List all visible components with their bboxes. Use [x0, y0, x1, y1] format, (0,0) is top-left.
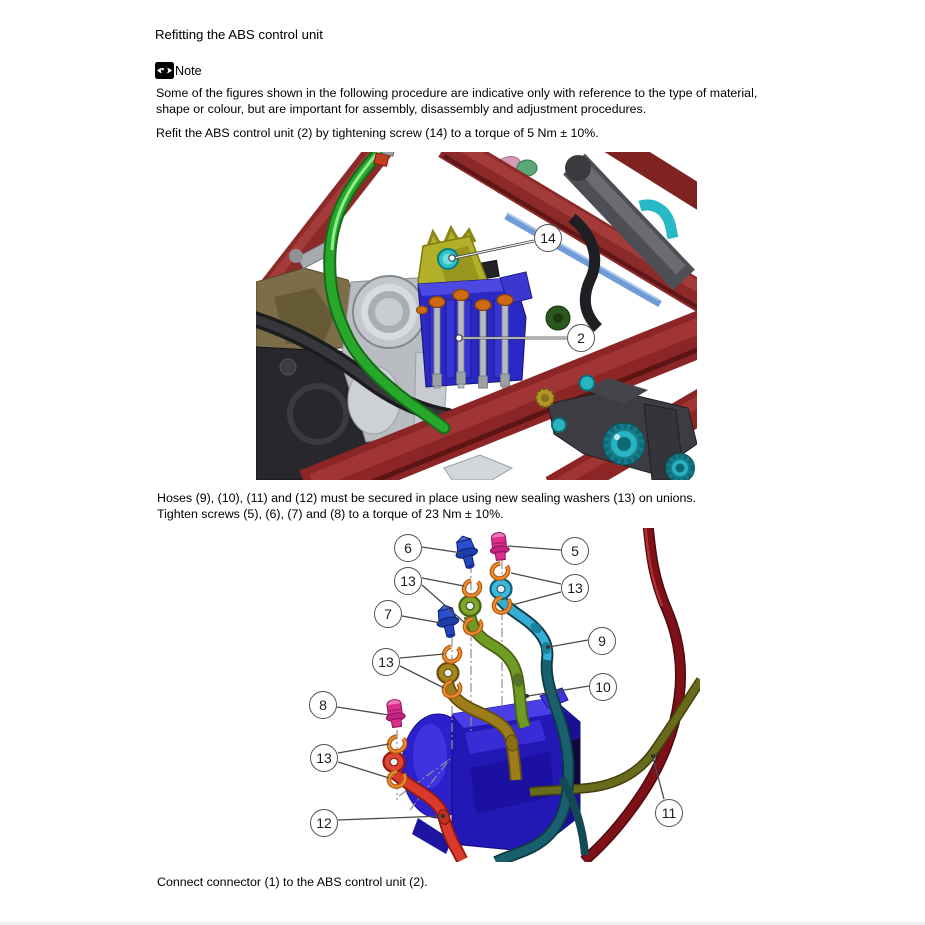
figure-abs-exploded: [300, 528, 700, 862]
figure2-illustration: [300, 528, 700, 862]
callout-13-b: 13: [561, 574, 589, 602]
callout-14: 14: [534, 224, 562, 252]
callout-12: 12: [310, 809, 338, 837]
callout-13-c: 13: [372, 648, 400, 676]
note-header: [155, 62, 202, 79]
callout-9: 9: [588, 627, 616, 655]
paragraph-hoses: Hoses (9), (10), (11) and (12) must be secured in place using new sealing washers (13) on unions.: [157, 491, 697, 505]
callout-6: 6: [394, 534, 422, 562]
callout-13-a: 13: [394, 567, 422, 595]
callout-8: 8: [309, 691, 337, 719]
paragraph-connect: Connect connector (1) to the ABS control unit (2).: [157, 875, 428, 889]
callout-2: 2: [567, 324, 595, 352]
callout-7: 7: [374, 600, 402, 628]
figure-abs-installed: [256, 152, 697, 480]
callout-13-d: 13: [310, 744, 338, 772]
callout-11: 11: [655, 799, 683, 827]
callout-10: 10: [589, 673, 617, 701]
paragraph-refit: Refit the ABS control unit (2) by tightening screw (14) to a torque of 5 Nm ± 10%.: [156, 126, 599, 140]
callout-5: 5: [561, 537, 589, 565]
figure1-illustration: [256, 152, 697, 480]
paragraph-tighten: Tighten screws (5), (6), (7) and (8) to a torque of 23 Nm ± 10%.: [157, 507, 504, 521]
note-body: Some of the figures shown in the following procedure are indicative only with reference to the type of material, shape or colour, but are important for assembly, disassembly and adjustment procedures.: [156, 86, 758, 116]
note-label: Note: [175, 64, 202, 78]
page-title: Refitting the ABS control unit: [155, 27, 323, 42]
note-eye-icon: [155, 62, 174, 79]
